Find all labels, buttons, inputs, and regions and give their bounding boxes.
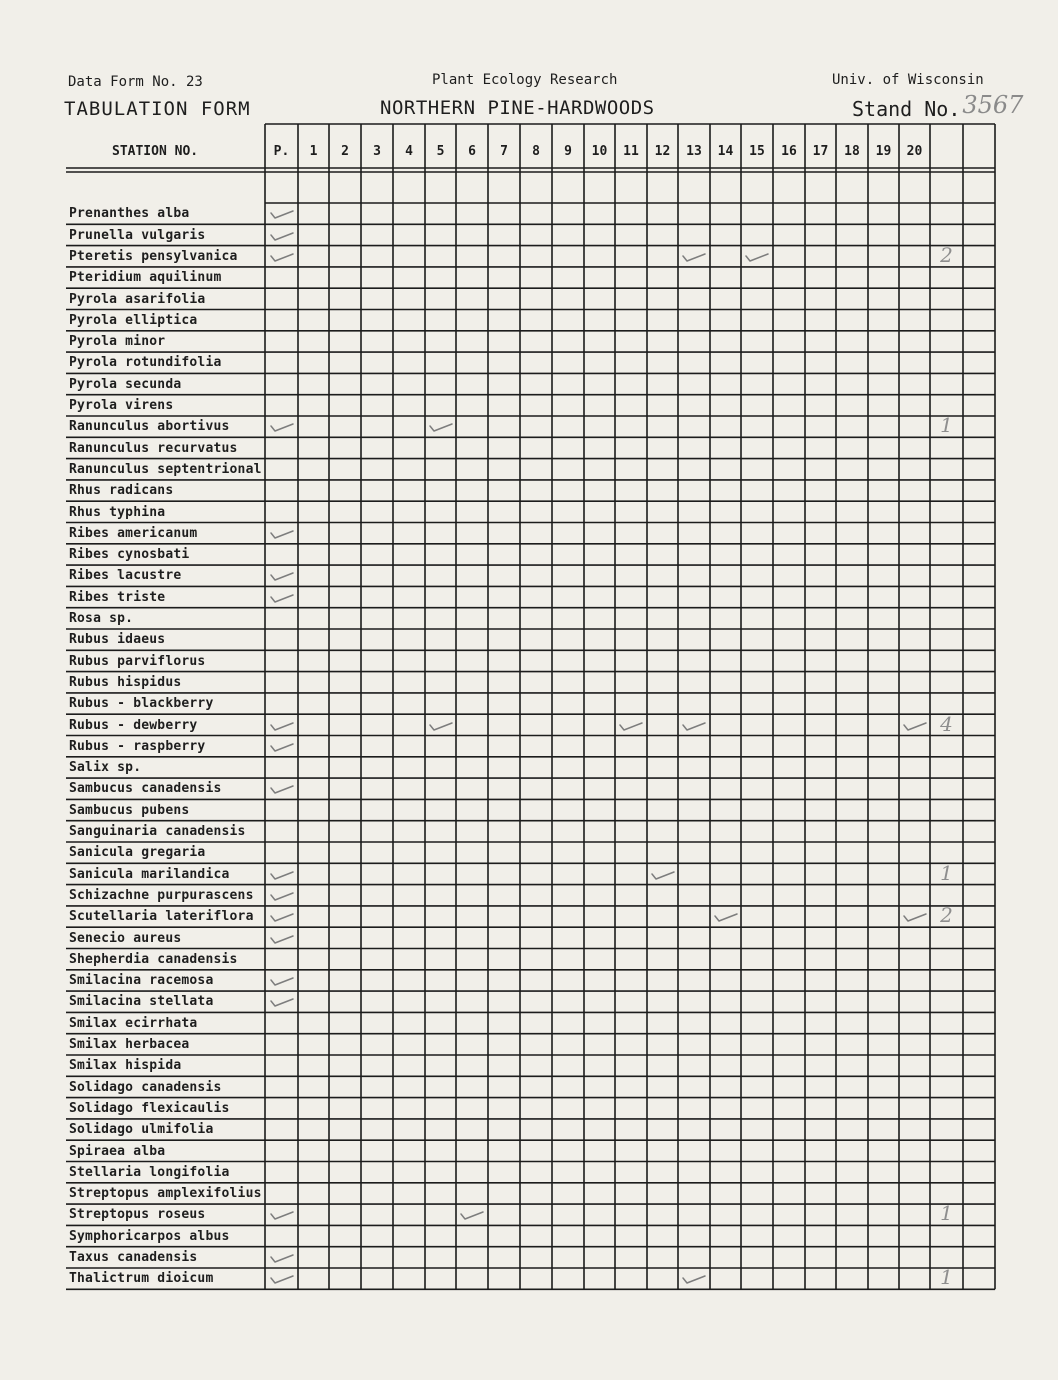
check-icon [902, 911, 928, 923]
column-header: 13 [686, 144, 702, 159]
species-name: Rubus - raspberry [69, 738, 206, 754]
university-name: Univ. of Wisconsin [832, 72, 984, 88]
check-icon [269, 975, 295, 987]
species-name: Pteridium aquilinum [69, 270, 222, 286]
species-name: Streptopus amplexifolius [69, 1186, 262, 1202]
check-icon [269, 911, 295, 923]
species-name: Sanicula gregaria [69, 845, 206, 861]
column-header: 6 [468, 144, 476, 159]
species-name: Smilacina racemosa [69, 973, 214, 989]
species-name: Prunella vulgaris [69, 227, 206, 243]
species-name: Scutellaria lateriflora [69, 909, 254, 925]
species-name: Ranunculus septentrional [69, 461, 262, 477]
species-name: Pyrola rotundifolia [69, 355, 222, 371]
species-name: Sanicula marilandica [69, 866, 230, 882]
species-name: Solidago ulmifolia [69, 1122, 214, 1138]
species-name: Senecio aureus [69, 930, 182, 946]
species-name: Rubus hispidus [69, 674, 182, 690]
stand-value: 3567 [962, 91, 1024, 119]
species-name: Ribes triste [69, 589, 166, 605]
check-icon [681, 1273, 707, 1285]
column-header: 20 [906, 144, 923, 159]
species-name: Smilax herbacea [69, 1037, 190, 1052]
station-count: 1 [940, 1265, 953, 1290]
check-icon [269, 1209, 295, 1221]
check-icon [428, 421, 454, 433]
species-name: Rosa sp. [69, 611, 134, 626]
check-icon [269, 720, 295, 732]
station-count: 2 [940, 242, 953, 267]
form-number: Data Form No. 23 [68, 74, 203, 90]
column-header: 17 [812, 144, 829, 159]
species-name: Ranunculus recurvatus [69, 440, 238, 456]
column-header: 10 [591, 144, 608, 159]
check-icon [269, 230, 295, 242]
check-icon [902, 720, 928, 732]
check-icon [269, 421, 295, 433]
check-icon [269, 592, 295, 604]
check-icon [269, 933, 295, 945]
check-icon [681, 251, 707, 263]
station-count: 1 [940, 413, 953, 438]
species-name: Smilax ecirrhata [69, 1015, 198, 1031]
check-icon [269, 251, 295, 263]
species-name: Pyrola secunda [69, 376, 182, 392]
species-name: Schizachne purpurascens [69, 887, 254, 903]
species-name: Smilacina stellata [69, 994, 214, 1010]
species-name: Smilax hispida [69, 1058, 182, 1074]
check-icon [269, 890, 295, 902]
species-name: Shepherdia canadensis [69, 951, 238, 967]
species-name: Rubus - blackberry [69, 696, 214, 712]
species-name: Ribes lacustre [69, 568, 182, 584]
column-header: 12 [654, 144, 671, 159]
column-header: 5 [436, 144, 445, 159]
species-name: Salix sp. [69, 760, 142, 776]
station-count: 1 [940, 860, 953, 885]
species-name: Rhus typhina [69, 504, 166, 520]
column-header: 2 [341, 144, 349, 159]
species-name: Pyrola minor [69, 334, 166, 350]
species-name: Taxus canadensis [69, 1250, 198, 1265]
check-icon [713, 911, 739, 923]
column-header: 9 [564, 144, 572, 159]
species-name: Thalictrum dioicum [69, 1271, 214, 1287]
species-name: Prenanthes alba [69, 206, 190, 222]
species-name: Rhus radicans [69, 483, 174, 499]
species-name: Sambucus pubens [69, 802, 190, 818]
column-header: 8 [532, 144, 540, 159]
column-header: 4 [405, 144, 413, 159]
species-name: Pyrola elliptica [69, 312, 198, 328]
check-icon [681, 720, 707, 732]
column-header: 19 [875, 144, 892, 159]
column-header: 7 [500, 144, 508, 159]
station-count: 2 [940, 903, 953, 928]
community-title: NORTHERN PINE-HARDWOODS [380, 97, 655, 119]
column-header: 14 [717, 144, 734, 159]
species-name: Pteretis pensylvanica [69, 248, 238, 264]
species-name: Sambucus canadensis [69, 781, 222, 797]
check-icon [650, 869, 676, 881]
form-title: TABULATION FORM [64, 98, 251, 120]
check-icon [269, 1273, 295, 1285]
check-icon [618, 720, 644, 732]
species-name: Rubus - dewberry [69, 717, 198, 733]
column-header: 3 [373, 144, 381, 159]
station-no-label: STATION NO. [112, 144, 199, 159]
check-icon [269, 783, 295, 795]
species-name: Ranunculus abortivus [69, 419, 230, 435]
species-name: Rubus idaeus [69, 632, 166, 648]
check-icon [269, 996, 295, 1008]
species-name: Sanguinaria canadensis [69, 824, 246, 839]
check-icon [269, 741, 295, 753]
column-header: 1 [309, 144, 318, 159]
check-icon [269, 570, 295, 582]
species-name: Rubus parviflorus [69, 653, 206, 669]
station-count: 1 [940, 1201, 953, 1226]
check-icon [269, 869, 295, 881]
species-name: Pyrola asarifolia [69, 291, 206, 307]
check-icon [269, 1252, 295, 1264]
column-header: 16 [781, 144, 797, 159]
species-name: Streptopus roseus [69, 1207, 206, 1223]
column-header: 15 [749, 144, 765, 159]
species-name: Ribes cynosbati [69, 547, 190, 563]
species-name: Solidago flexicaulis [69, 1100, 230, 1116]
species-name: Stellaria longifolia [69, 1164, 230, 1180]
species-name: Spiraea alba [69, 1143, 166, 1159]
species-name: Symphoricarpos albus [69, 1228, 230, 1244]
species-name: Pyrola virens [69, 398, 174, 413]
check-icon [428, 720, 454, 732]
research-heading: Plant Ecology Research [432, 72, 618, 88]
column-header: 11 [623, 144, 639, 159]
check-icon [269, 208, 295, 220]
check-icon [744, 251, 770, 263]
species-name: Solidago canadensis [69, 1079, 222, 1095]
check-icon [269, 528, 295, 540]
stand-label: Stand No. [852, 97, 961, 121]
column-header: P. [273, 144, 290, 159]
species-name: Ribes americanum [69, 525, 198, 541]
check-icon [459, 1209, 485, 1221]
column-header: 18 [844, 144, 860, 159]
station-count: 4 [940, 711, 953, 736]
